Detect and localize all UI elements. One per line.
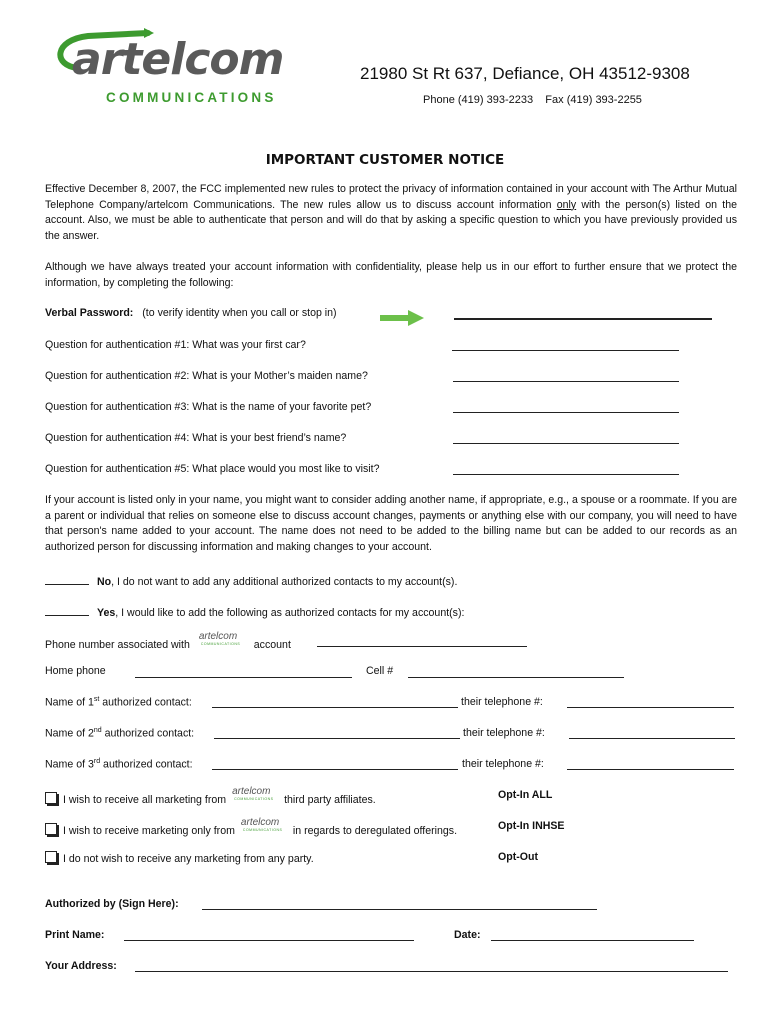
home-phone-field[interactable] [135,677,352,678]
authorized-contact-3-label: Name of 3rd authorized contact: [45,758,193,771]
opt-in-all-label: Opt-In ALL [498,789,553,801]
cell-label: Cell # [366,665,394,677]
answer-5-field[interactable] [453,474,679,475]
company-address: 21980 St Rt 637, Defiance, OH 43512-9308 [360,64,690,83]
authorized-contact-1-label: Name of 1st authorized contact: [45,696,192,709]
contacts-paragraph: If your account is listed only in your name, you might want to consider adding another name, if appropriate, e.g., a spouse or a roommate. If you are a parent or individual that relies on someone else to discuss account changes, payments or anything else with our company, you will need to have that person's name added to your account. The name does not need to be added to the billing name but can be added to our records as an authorized person for discussing information and making changes to your account. [45,494,737,553]
cell-field[interactable] [408,677,624,678]
no-label: No [97,576,112,588]
no-choice-row: No, I do not want to add any additional authorized contacts to my account(s). [45,572,457,588]
question-2: Question for authentication #2: What is your Mother’s maiden name? [45,370,368,382]
verbal-password-field[interactable] [454,318,712,320]
answer-2-field[interactable] [453,381,679,382]
marketing-option-all: I wish to receive all marketing from artelcom COMMUNICATIONS third party affiliates. [45,789,376,806]
mini-logo: artelcom COMMUNICATIONS [240,817,283,832]
intro-paragraph-2: Although we have always treated your account information with confidentiality, please help us in our effort to further ensure that we protect the information, by completing the following: [45,261,737,289]
signature-field[interactable] [202,909,597,910]
company-logo [48,28,283,110]
question-5: Question for authentication #5: What place would you most like to visit? [45,463,380,475]
your-address-label: Your Address: [45,960,117,972]
home-phone-label: Home phone [45,665,106,677]
yes-choice-blank[interactable] [45,603,89,616]
verbal-password-row [45,307,337,319]
authorized-contact-3-tel-field[interactable] [567,769,734,770]
checkbox-icon[interactable] [45,823,57,835]
checkbox-icon[interactable] [45,792,57,804]
answer-1-field[interactable] [452,350,679,351]
authorized-contact-3-field[interactable] [212,769,458,770]
question-1: Question for authentication #1: What was your first car? [45,339,306,351]
authorized-contact-2-tel-label: their telephone #: [463,727,545,739]
page-title: IMPORTANT CUSTOMER NOTICE [265,152,505,168]
answer-3-field[interactable] [453,412,679,413]
authorized-contact-1-tel-field[interactable] [567,707,734,708]
authorized-contact-1-tel-label: their telephone #: [461,696,543,708]
marketing-option-inhse: I wish to receive marketing only from artelcom COMMUNICATIONS in regards to deregulated offerings. [45,820,457,837]
yes-label: Yes [97,607,116,619]
logo-subtitle: COMMUNICATIONS [106,90,277,105]
logo-wordmark: artelcom [72,34,284,85]
print-name-field[interactable] [124,940,414,941]
mini-logo: artelcom COMMUNICATIONS [198,631,241,646]
question-3: Question for authentication #3: What is the name of your favorite pet? [45,401,372,413]
answer-4-field[interactable] [453,443,679,444]
authorized-contact-2-field[interactable] [214,738,460,739]
authorized-contact-3-tel-label: their telephone #: [462,758,544,770]
authorized-contact-1-field[interactable] [212,707,458,708]
verbal-password-label: Verbal Password: [45,307,134,319]
phone-associated-field[interactable] [317,646,527,647]
arrow-right-icon [380,310,424,326]
opt-out-label: Opt-Out [498,851,539,863]
authorized-contact-2-tel-field[interactable] [569,738,735,739]
mini-logo: artelcom COMMUNICATIONS [232,786,274,801]
authorized-contact-2-label: Name of 2nd authorized contact: [45,727,195,740]
opt-in-inhse-label: Opt-In INHSE [498,820,565,832]
phone-associated-row: Phone number associated with artelcom COMMUNICATIONS account [45,631,291,651]
intro-paragraph-1: Effective December 8, 2007, the FCC implemented new rules to protect the privacy of information contained in your account with The Arthur Mutual Telephone Company/artelcom Communications. The new rules allow us to discuss account information only with the person(s) listed on the account. Also, we must be able to authenticate that person and will do that by asking a specific question to which you have previously provided us the answer. [45,183,737,242]
company-phone: Phone (419) 393-2233 Fax (419) 393-2255 [423,94,642,106]
print-name-label: Print Name: [45,929,105,941]
checkbox-icon[interactable] [45,851,57,863]
address-field[interactable] [135,971,728,972]
question-4: Question for authentication #4: What is your best friend’s name? [45,432,347,444]
yes-choice-row: Yes, I would like to add the following as authorized contacts for my account(s): [45,603,464,619]
date-field[interactable] [491,940,694,941]
verbal-password-note: (to verify identity when you call or stop in) [142,307,337,319]
authorized-by-label: Authorized by (Sign Here): [45,898,179,910]
marketing-option-out: I do not wish to receive any marketing from any party. [45,851,314,865]
no-choice-blank[interactable] [45,572,89,585]
only-emphasis: only [556,198,577,211]
date-label: Date: [454,929,481,941]
